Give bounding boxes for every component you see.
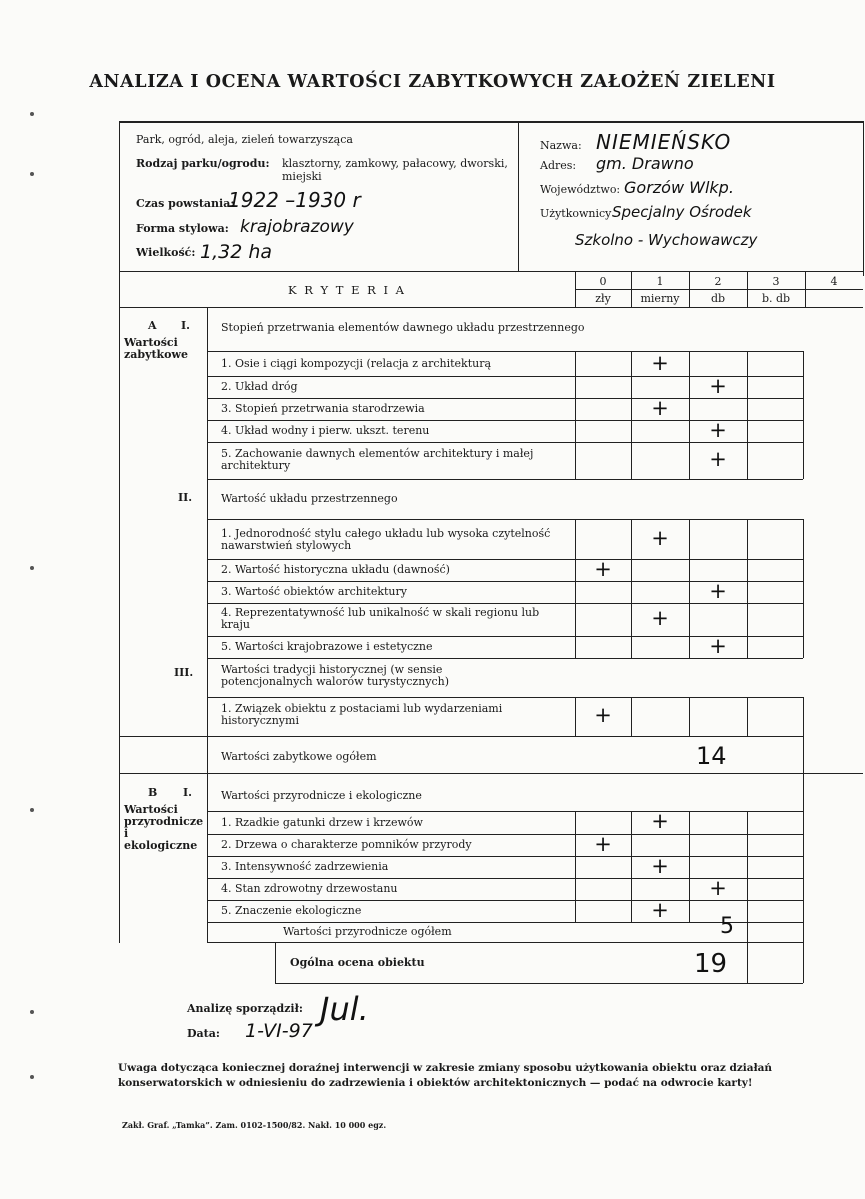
item-a2-2: 2. Wartość historyczna układu (dawność) bbox=[221, 563, 450, 576]
punch-hole-mark bbox=[30, 566, 34, 570]
score-mark-b1-1: + bbox=[651, 809, 669, 833]
nazwa-value: NIEMIEŃSKO bbox=[596, 130, 732, 154]
wielkosc-value: 1,32 ha bbox=[200, 241, 273, 263]
score-mark-a2-1: + bbox=[651, 526, 669, 550]
item-a2-1: 1. Jednorodność stylu całego układu lub wysoka czytelność nawarstwień stylowych bbox=[221, 527, 551, 552]
group-b1-title: Wartości przyrodnicze i ekologiczne bbox=[221, 789, 422, 802]
uzytkownicy-value-cont: Szkolno - Wychowawczy bbox=[575, 231, 758, 249]
score-mark-a2-3: + bbox=[709, 579, 727, 603]
item-a1-3: 3. Stopień przetrwania starodrzewia bbox=[221, 402, 425, 415]
section-a-iii: III. bbox=[174, 666, 194, 679]
item-a1-5: 5. Zachowanie dawnych elementów architektury i małej architektury bbox=[221, 447, 534, 472]
group-a3-title: Wartości tradycji historycznej (w sensie potencjonalnych walorów turystycznych) bbox=[221, 663, 450, 688]
section-a-ii: II. bbox=[178, 491, 193, 504]
punch-hole-mark bbox=[30, 1075, 34, 1079]
overall-label: Ogólna ocena obiektu bbox=[290, 956, 425, 969]
total-b-label: Wartości przyrodnicze ogółem bbox=[283, 925, 452, 938]
rodzaj-label: Rodzaj parku/ogrodu: bbox=[136, 157, 270, 170]
item-a1-1: 1. Osie i ciągi kompozycji (relacja z architekturą bbox=[221, 357, 492, 370]
score-2-num: 2 bbox=[714, 275, 722, 288]
item-b1-4: 4. Stan zdrowotny drzewostanu bbox=[221, 882, 398, 895]
score-mark-a1-1: + bbox=[651, 351, 669, 375]
item-a1-2: 2. Układ dróg bbox=[221, 380, 298, 393]
czas-label: Czas powstania: bbox=[136, 197, 235, 210]
score-3-num: 3 bbox=[772, 275, 780, 288]
uzytkownicy-label: Użytkownicy bbox=[540, 207, 612, 220]
date-value: 1-VI-97 bbox=[245, 1020, 313, 1042]
punch-hole-mark bbox=[30, 808, 34, 812]
forma-value: krajobrazowy bbox=[240, 217, 354, 237]
item-a2-3: 3. Wartość obiektów architektury bbox=[221, 585, 407, 598]
czas-value: 1922 –1930 r bbox=[228, 188, 361, 212]
score-mark-a2-4: + bbox=[651, 606, 669, 630]
forma-label: Forma stylowa: bbox=[136, 222, 229, 235]
adres-value: gm. Drawno bbox=[596, 154, 694, 173]
score-mark-a2-2: + bbox=[594, 557, 612, 581]
nazwa-label: Nazwa: bbox=[540, 139, 582, 152]
total-a-value: 14 bbox=[696, 742, 727, 770]
score-mark-a1-3: + bbox=[651, 396, 669, 420]
score-mark-b1-3: + bbox=[651, 854, 669, 878]
score-1-num: 1 bbox=[656, 275, 664, 288]
item-b1-3: 3. Intensywność zadrzewienia bbox=[221, 860, 389, 873]
item-b1-1: 1. Rzadkie gatunki drzew i krzewów bbox=[221, 816, 423, 829]
print-info: Zakł. Graf. „Tamka”. Zam. 0102-1500/82. Nakł. 10 000 egz. bbox=[122, 1120, 387, 1130]
section-b-name: Wartości przyrodnicze i ekologiczne bbox=[124, 803, 204, 852]
punch-hole-mark bbox=[30, 112, 34, 116]
score-mark-b1-2: + bbox=[594, 832, 612, 856]
item-a3-1: 1. Związek obiektu z postaciami lub wydarzeniami historycznymi bbox=[221, 702, 503, 727]
punch-hole-mark bbox=[30, 1010, 34, 1014]
item-a2-4: 4. Reprezentatywność lub unikalność w skali regionu lub kraju bbox=[221, 606, 540, 631]
page-title: ANALIZA I OCENA WARTOŚCI ZABYTKOWYCH ZAŁOŻEŃ ZIELENI bbox=[89, 72, 776, 92]
date-label: Data: bbox=[187, 1027, 220, 1040]
score-mark-b1-5: + bbox=[651, 898, 669, 922]
score-2-label: db bbox=[710, 292, 726, 305]
wielkosc-label: Wielkość: bbox=[136, 246, 196, 259]
prepared-signature: Jul. bbox=[320, 990, 369, 1028]
wojewodztwo-label: Województwo: bbox=[540, 183, 621, 196]
rodzaj-options-cont: miejski bbox=[282, 170, 322, 183]
intervention-note: Uwaga dotycząca koniecznej doraźnej interwencji w zakresie zmiany sposobu użytkowania obiektu oraz działań konserwatorskich w odniesieniu do zadrzewienia i obiektów architektonicznych — podać na odwrocie karty! bbox=[118, 1062, 773, 1089]
score-3-label: b. db bbox=[761, 292, 791, 305]
item-b1-5: 5. Znaczenie ekologiczne bbox=[221, 904, 362, 917]
rodzaj-options: klasztorny, zamkowy, pałacowy, dworski, bbox=[282, 157, 508, 170]
score-0-label: zły bbox=[595, 292, 611, 305]
section-b-roman: I. bbox=[183, 786, 192, 799]
section-a-roman: I. bbox=[181, 319, 190, 332]
score-mark-a1-4: + bbox=[709, 418, 727, 442]
total-a-label: Wartości zabytkowe ogółem bbox=[221, 750, 377, 763]
score-0-num: 0 bbox=[599, 275, 607, 288]
score-mark-a2-5: + bbox=[709, 634, 727, 658]
prepared-label: Analizę sporządził: bbox=[187, 1002, 303, 1015]
item-b1-2: 2. Drzewa o charakterze pomników przyrody bbox=[221, 838, 472, 851]
wojewodztwo-value: Gorzów Wlkp. bbox=[624, 178, 734, 197]
park-type-label: Park, ogród, aleja, zieleń towarzysząca bbox=[136, 133, 353, 146]
score-1-label: mierny bbox=[640, 292, 680, 305]
section-b-letter: B bbox=[148, 786, 158, 799]
punch-hole-mark bbox=[30, 172, 34, 176]
overall-value: 19 bbox=[694, 949, 728, 979]
kryteria-header: K R Y T E R I A bbox=[287, 283, 406, 297]
section-a-name: Wartości zabytkowe bbox=[124, 336, 188, 361]
group-a2-title: Wartość układu przestrzennego bbox=[221, 492, 398, 505]
uzytkownicy-value: Specjalny Ośrodek bbox=[612, 203, 752, 221]
total-b-value: 5 bbox=[720, 914, 734, 939]
score-mark-b1-4: + bbox=[709, 876, 727, 900]
score-mark-a1-2: + bbox=[709, 374, 727, 398]
section-a-letter: A bbox=[148, 319, 157, 332]
group-a1-title: Stopień przetrwania elementów dawnego układu przestrzennego bbox=[221, 321, 585, 334]
score-mark-a1-5: + bbox=[709, 447, 727, 471]
adres-label: Adres: bbox=[540, 159, 577, 172]
item-a1-4: 4. Układ wodny i pierw. ukszt. terenu bbox=[221, 424, 430, 437]
score-mark-a3-1: + bbox=[594, 703, 612, 727]
score-4-num: 4 bbox=[830, 275, 838, 288]
item-a2-5: 5. Wartości krajobrazowe i estetyczne bbox=[221, 640, 433, 653]
